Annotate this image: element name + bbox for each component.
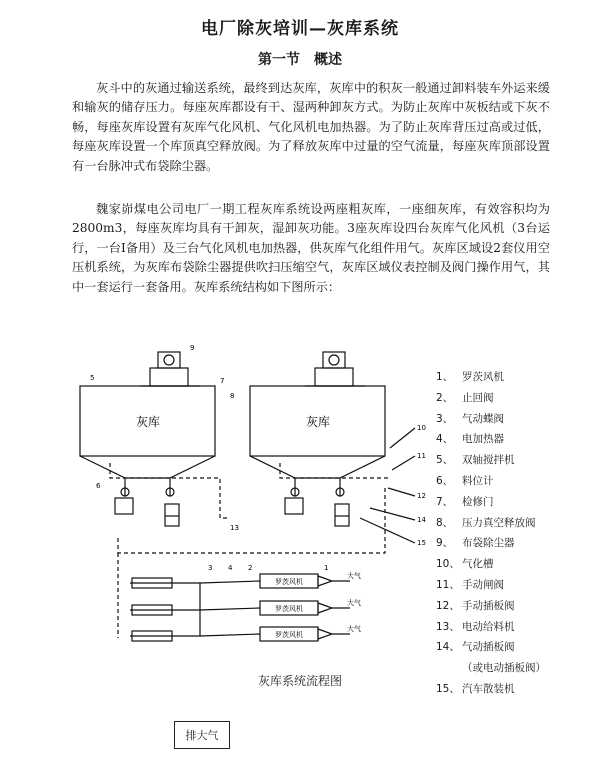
legend-item: 7、 检修门: [436, 495, 494, 508]
ash-silo-flow-diagram: [70, 338, 430, 663]
legend-item: 6、 料位计: [436, 474, 494, 487]
legend-item: 13、 电动给料机: [436, 620, 515, 633]
callout-number: 13: [230, 524, 239, 532]
callout-number: 6: [96, 482, 101, 490]
legend-item: 14、 气动插板阀: [436, 641, 515, 654]
callout-number: 12: [417, 492, 426, 500]
callout-number: 7: [220, 377, 225, 385]
callout-number: 14: [417, 516, 426, 524]
legend-item: 10、 气化槽: [436, 558, 494, 571]
callout-number: 4: [228, 564, 233, 572]
legend-item: 5、 双轴搅拌机: [436, 454, 515, 467]
legend-item: 11、 手动闸阀: [436, 578, 504, 591]
legend-item: 8、 压力真空释放阀: [436, 516, 536, 529]
section-heading: 第一节 概述: [258, 52, 342, 68]
right-silo-label: 灰库: [305, 415, 331, 429]
callout-number: 1: [324, 564, 329, 572]
callout-number: 2: [248, 564, 253, 572]
atmosphere-label: 大气: [347, 625, 361, 633]
callout-number: 15: [417, 539, 426, 547]
atmosphere-label: 大气: [347, 572, 361, 580]
legend-item: 12、 手动插板阀: [436, 599, 515, 612]
legend-item: 4、 电加热器: [436, 433, 504, 446]
legend-item: 3、 气动蝶阀: [436, 412, 504, 425]
callout-number: 5: [90, 374, 95, 382]
atmosphere-label: 大气: [347, 599, 361, 607]
page-title: 电厂除灰培训—灰库系统: [201, 19, 399, 39]
left-silo: [80, 352, 215, 526]
paragraph-overview: 灰斗中的灰通过输送系统，最终到达灰库，灰库中的积灰一般通过卸料装车外运来缓和输灰的储存压力。每座灰库都设有干、湿两种卸灰方式。为防止灰库中灰板结或下灰不畅，每座灰库设置有灰库气化风机、气化风机电加热器。为了防止灰库背压过高或过低，每座灰库设置一个库顶真空释放阀。为了释放灰库中过量的空气流量，每座灰库顶部设置有一台脉冲式布袋除尘器。: [72, 81, 550, 173]
legend-item: 15、 汽车散装机: [436, 682, 515, 695]
legend-item: 9、 布袋除尘器: [436, 537, 515, 550]
callout-number: 9: [190, 344, 195, 352]
right-silo: [250, 352, 385, 526]
callout-number: 8: [230, 392, 235, 400]
callout-number: 10: [417, 424, 426, 432]
fan-label: 罗茨风机: [275, 578, 303, 586]
callout-number: 3: [208, 564, 213, 572]
exhaust-to-atmosphere-box: 排大气: [174, 721, 230, 749]
figure-caption: 灰库系统流程图: [257, 674, 342, 688]
diagram-legend: [436, 367, 546, 700]
left-silo-label: 灰库: [135, 415, 161, 429]
fan-label: 罗茨风机: [275, 605, 303, 613]
aeration-air-lines: [110, 463, 390, 638]
legend-item: 2、 止回阀: [436, 391, 494, 404]
legend-item: （或电动插板阀）: [462, 662, 546, 675]
callout-number: 11: [417, 452, 426, 460]
fan-label: 罗茨风机: [275, 631, 303, 639]
paragraph-plant-details: 魏家峁煤电公司电厂一期工程灰库系统设两座粗灰库，一座细灰库，有效容积均为2800m3，每座灰库均具有干卸灰，湿卸灰功能。3座灰库设四台灰库气化风机（3台运行，一台I备用）及三台气化风机电加热器，供灰库气化组件用气。灰库区域设2套仪用空压机系统，为灰库布袋除尘器提供吹扫压缩空气，灰库区域仪表控制及阀门操作用气，其中一套运行一套备用。灰库系统结构如下图所示：: [72, 202, 550, 294]
legend-item: 1、 罗茨风机: [436, 371, 504, 383]
